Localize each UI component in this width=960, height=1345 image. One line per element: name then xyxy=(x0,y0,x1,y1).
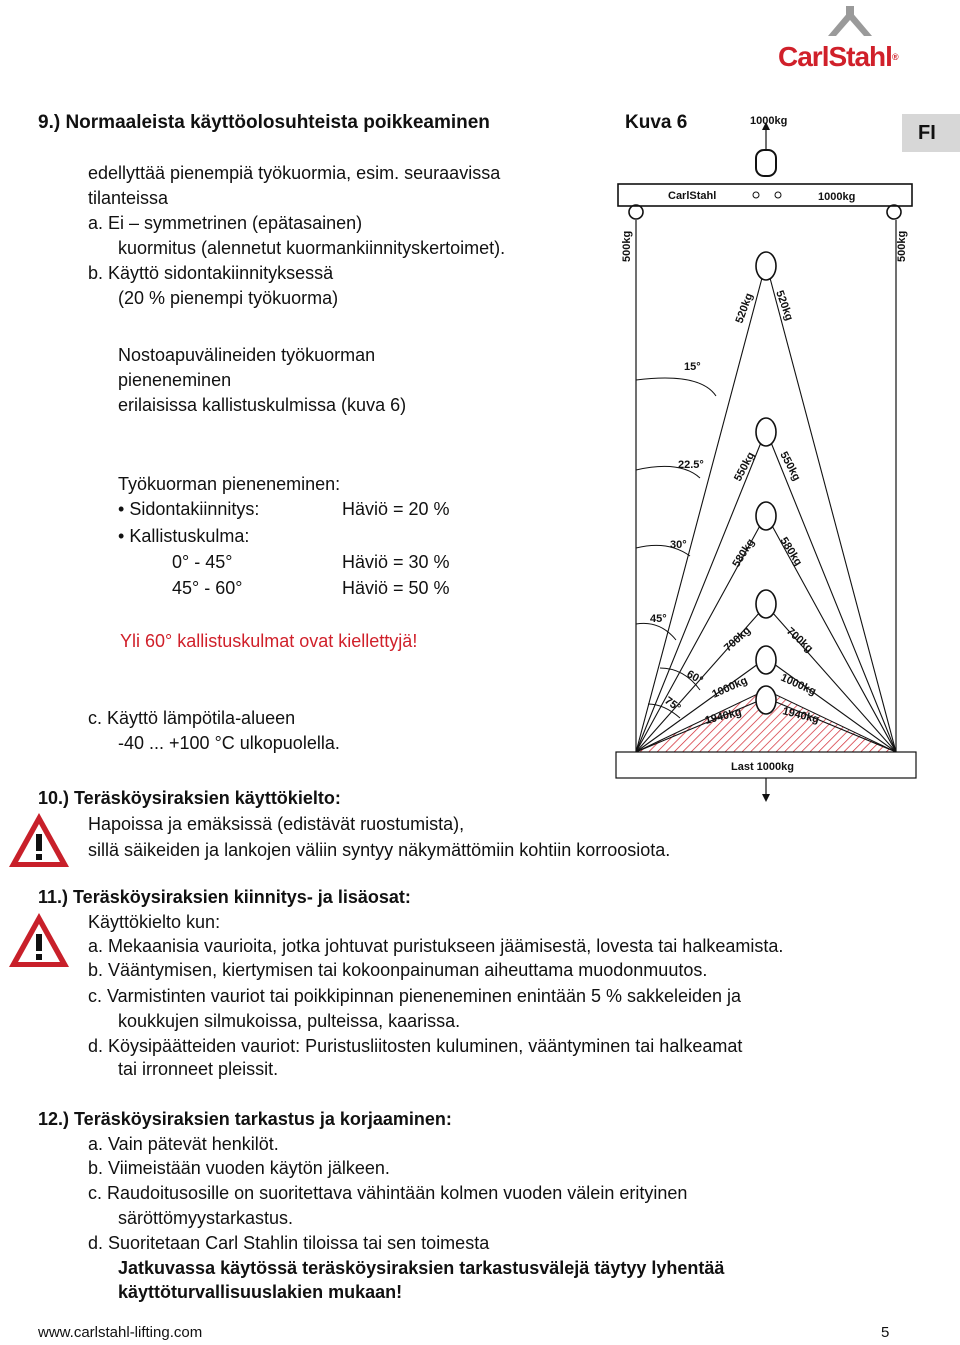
section-9-item-c: c. Käyttö lämpötila-alueen xyxy=(88,708,296,728)
section-9-intro-cont: tilanteissa xyxy=(88,188,169,208)
choke-value: Häviö = 20 % xyxy=(342,499,450,519)
ring-75-icon xyxy=(756,686,776,714)
choke-row xyxy=(118,497,259,522)
footer-url: www.carlstahl-lifting.com xyxy=(38,1324,203,1341)
section-11-item-b: b. Vääntymisen, kiertymisen tai kokoonpainuman aiheuttama muodonmuutos. xyxy=(88,960,708,980)
section-12-item-a: a. Vain pätevät henkilöt. xyxy=(88,1134,279,1154)
reduction-title-2: pieneneminen xyxy=(118,370,232,390)
section-11-item-d-cont: tai irronneet pleissit. xyxy=(118,1059,279,1079)
section-9-item-a-cont: kuormitus (alennetut kuormankiinnityskertoimet). xyxy=(118,238,506,258)
choke-label: Sidontakiinnitys: xyxy=(129,499,260,519)
warning-icon xyxy=(6,910,72,970)
leg-60-left: 1000kg xyxy=(710,674,750,701)
ring-22-icon xyxy=(756,418,776,446)
figure-title: Kuva 6 xyxy=(625,112,688,133)
warning-icon xyxy=(6,810,72,870)
left-shackle-icon xyxy=(629,205,643,219)
leg-75-left: 1940kg xyxy=(703,706,743,727)
reduction-title-1: Nostoapuvälineiden työkuorman xyxy=(118,345,376,365)
section-11-item-a: a. Mekaanisia vaurioita, jotka johtuvat puristukseen jäämisestä, lovesta tai halkeamista. xyxy=(88,936,784,956)
section-10-title: 10.) Teräsköysiraksien käyttökielto: xyxy=(38,788,341,808)
spreader-beam xyxy=(618,184,912,206)
page-number: 5 xyxy=(881,1324,890,1341)
section-9-item-a: a. Ei – symmetrinen (epätasainen) xyxy=(88,213,363,233)
reduction-title-3: erilaisissa kallistuskulmissa (kuva 6) xyxy=(118,395,407,415)
ring-60-icon xyxy=(756,646,776,674)
logo-text: CarlStahl xyxy=(778,41,892,72)
section-12-item-d: d. Suoritetaan Carl Stahlin tiloissa tai sen toimesta xyxy=(88,1233,490,1253)
section-12-item-c: c. Raudoitusosille on suoritettava vähintään kolmen vuoden välein erityinen xyxy=(88,1183,688,1203)
angle-15-label: 15° xyxy=(684,361,701,373)
angle-warning: Yli 60° kallistuskulmat ovat kiellettyjä! xyxy=(120,631,418,651)
angle-22-label: 22.5° xyxy=(678,459,704,471)
bullet-icon: • xyxy=(118,499,130,519)
leg-22-right: 550kg xyxy=(777,449,803,483)
leg-45-right: 700kg xyxy=(783,625,816,656)
angle-row xyxy=(118,524,249,549)
section-12-item-c-cont: säröttömyystarkastus. xyxy=(118,1208,294,1228)
section-11-title: 11.) Teräsköysiraksien kiinnitys- ja lisäosat: xyxy=(38,887,411,907)
ring-45-icon xyxy=(756,590,776,618)
logo-registered-mark: ® xyxy=(891,52,898,62)
bullet-icon: • xyxy=(118,526,130,546)
range1-value: Häviö = 30 % xyxy=(342,552,450,572)
beam-brand-label: CarlStahl xyxy=(668,190,717,202)
right-shackle-icon xyxy=(887,205,901,219)
section-12-emphasis-1: Jatkuvassa käytössä teräsköysiraksien tarkastusvälejä täytyy lyhentää xyxy=(118,1258,725,1278)
ring-30-icon xyxy=(756,502,776,530)
leg-22-left: 550kg xyxy=(732,450,758,484)
section-9-item-c-cont: -40 ... +100 °C ulkopuolella. xyxy=(118,733,340,753)
section-10-line1: Hapoissa ja emäksissä (edistävät ruostumista), xyxy=(88,814,465,834)
carl-stahl-logo xyxy=(778,2,920,74)
leg-30-right: 580kg xyxy=(777,535,805,569)
top-hook-icon xyxy=(756,150,776,176)
leg-60-right: 1000kg xyxy=(778,671,818,698)
beam-load-label: 1000kg xyxy=(818,191,856,203)
range2-value: Häviö = 50 % xyxy=(342,578,450,598)
sling-angle-diagram xyxy=(600,108,920,808)
range2-label: 45° - 60° xyxy=(172,578,243,598)
section-12-emphasis-2: käyttöturvallisuuslakien mukaan! xyxy=(118,1282,403,1302)
angle-75-label: 75° xyxy=(662,694,683,715)
section-9-item-b-cont: (20 % pienempi työkuorma) xyxy=(118,288,339,308)
section-12-title: 12.) Teräsköysiraksien tarkastus ja korjaaminen: xyxy=(38,1109,452,1129)
ring-15-icon xyxy=(756,252,776,280)
section-11-intro: Käyttökielto kun: xyxy=(88,912,221,932)
leg-30-left: 580kg xyxy=(730,536,758,570)
angle-30-label: 30° xyxy=(670,539,687,551)
range1-label: 0° - 45° xyxy=(172,552,233,572)
left-leg-label: 500kg xyxy=(621,230,633,262)
load-reduction-title: Työkuorman pieneneminen: xyxy=(118,474,341,494)
language-tab: FI xyxy=(902,114,960,152)
section-9-title: 9.) Normaaleista käyttöolosuhteista poikkeaminen xyxy=(38,112,490,133)
section-12-item-b: b. Viimeistään vuoden käytön jälkeen. xyxy=(88,1158,390,1178)
section-11-item-c: c. Varmistinten vauriot tai poikkipinnan pieneneminen enintään 5 % sakkeleiden ja xyxy=(88,986,742,1006)
angle-label: Kallistuskulma: xyxy=(129,526,250,546)
right-leg-label: 500kg xyxy=(896,230,908,262)
section-11-item-d: d. Köysipäätteiden vauriot: Puristusliitosten kuluminen, vääntyminen tai halkeamat xyxy=(88,1036,743,1056)
angle-45-label: 45° xyxy=(650,613,667,625)
leg-15-left: 520kg xyxy=(733,291,756,326)
leg-15-right: 520kg xyxy=(773,288,796,323)
section-9-intro: edellyttää pienempiä työkuormia, esim. seuraavissa xyxy=(88,163,501,183)
section-9-item-b: b. Käyttö sidontakiinnityksessä xyxy=(88,263,334,283)
top-load-label: 1000kg xyxy=(750,115,788,127)
leg-75-right: 1940kg xyxy=(781,705,821,726)
leg-45-left: 700kg xyxy=(721,624,754,655)
section-11-item-c-cont: koukkujen silmukoissa, pulteissa, kaarissa. xyxy=(118,1011,461,1031)
angle-60-label: 60° xyxy=(684,668,705,687)
last-label: Last 1000kg xyxy=(731,761,794,773)
section-10-line2: sillä säikeiden ja lankojen väliin syntyy näkymättömiin kohtiin korroosiota. xyxy=(88,840,671,860)
